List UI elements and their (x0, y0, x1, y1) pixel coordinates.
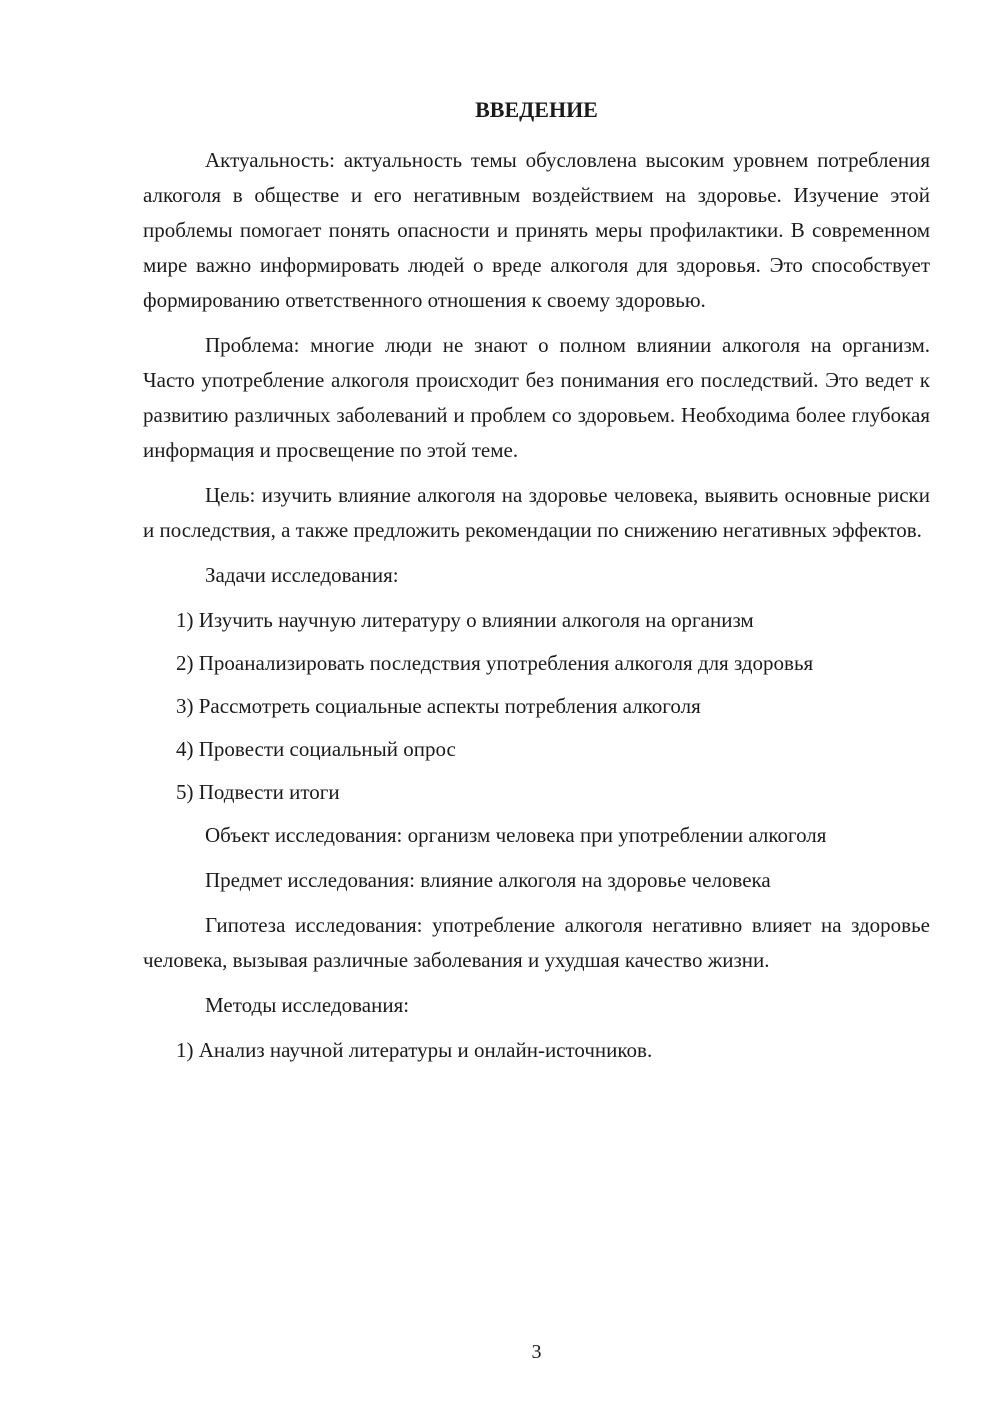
page-number: 3 (531, 1341, 542, 1363)
task-item-1: 1) Изучить научную литературу о влиянии алкоголя на организм (176, 608, 754, 632)
method-item-1: 1) Анализ научной литературы и онлайн-источников. (176, 1038, 653, 1062)
document-title: ВВЕДЕНИЕ (475, 97, 598, 122)
paragraph-goal: Цель: изучить влияние алкоголя на здоровье человека, выявить основные риски и последствия, а также предложить рекомендации по снижению негативных эффектов. (143, 483, 930, 542)
methods-heading: Методы исследования: (205, 993, 410, 1017)
task-item-4: 4) Провести социальный опрос (176, 737, 456, 761)
task-item-2: 2) Проанализировать последствия употребления алкоголя для здоровья (176, 651, 814, 675)
paragraph-object: Объект исследования: организм человека при употреблении алкоголя (205, 823, 827, 847)
task-item-3: 3) Рассмотреть социальные аспекты потребления алкоголя (176, 694, 701, 718)
page-footer (143, 1335, 930, 1370)
paragraph-hypothesis: Гипотеза исследования: употребление алкоголя негативно влияет на здоровье человека, вызывая различные заболевания и ухудшая качество жизни. (143, 913, 930, 972)
paragraph-relevance: Актуальность: актуальность темы обусловлена высоким уровнем потребления алкоголя в обществе и его негативным воздействием на здоровье. Изучение этой проблемы помогает понять опасности и принять меры профилактики. В современном мире важно информировать людей о вреде алкоголя для здоровья. Это способствует формированию ответственного отношения к своему здоровью. (143, 148, 930, 312)
paragraph-problem: Проблема: многие люди не знают о полном влиянии алкоголя на организм. Часто употребление алкоголя происходит без понимания его последствий. Это ведет к развитию различных заболеваний и проблем со здоровьем. Необходима более глубокая информация и просвещение по этой теме. (143, 333, 930, 462)
paragraph-subject: Предмет исследования: влияние алкоголя на здоровье человека (205, 868, 771, 892)
task-item-5: 5) Подвести итоги (176, 780, 340, 804)
tasks-heading: Задачи исследования: (205, 563, 399, 587)
